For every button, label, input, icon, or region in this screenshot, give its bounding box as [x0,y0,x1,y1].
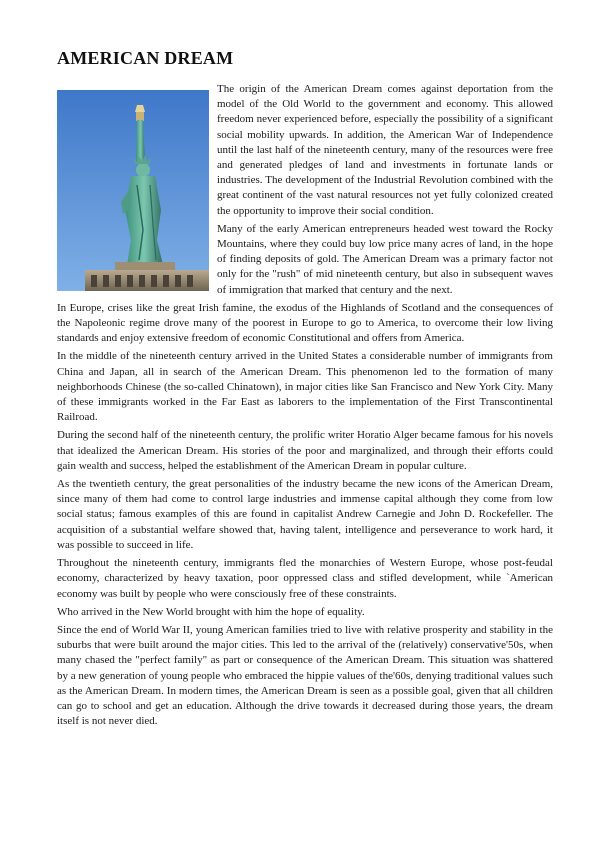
paragraph: Throughout the nineteenth century, immigrants fled the monarchies of Western Europe, whose post-feudal economy, characterized by heavy taxation, poor oppressed class and stifled development, while `American economy was built by people who were consciously free of these constraints. [57,557,553,600]
article-body [57,82,553,732]
paragraph: During the second half of the nineteenth century, the prolific writer Horatio Alger became famous for his novels that idealized the American Dream. His stories of the poor and marginalized, and through their efforts could gain wealth and success, helped the establishment of the American Dream in popular culture. [57,429,553,472]
statue-of-liberty-photo [57,90,209,291]
paragraph: The origin of the American Dream comes against deportation from the model of the Old World to the government and economy. This allowed freedom never experienced before, especially the possibility of a significant social mobility upwards. In addition, the American War of Independence until the last half of the nineteenth century, many of the resources were free and generated pledges of land and investments in fortunate lands or industries. The development of the Industrial Revolution combined with the great continent of the vast natural resources not yet fully colonized created the opportunity to improve their social condition. [217,83,553,217]
page-title: AMERICAN DREAM [57,48,234,68]
paragraph: Who arrived in the New World brought with him the hope of equality. [57,605,365,618]
paragraph: In the middle of the nineteenth century arrived in the United States a considerable number of immigrants from China and Japan, all in search of the American Dream. This phenomenon led to the formation of many neighborhoods Chinese (the so-called Chinatown), in major cities like San Francisco and New York City. Many of these immigrants worked in the Far East as laborers to the implementation of the First Transcontinental Railroad. [57,350,553,424]
paragraph: As the twentieth century, the great personalities of the industry became the new icons of the American Dream, since many of them had come to control large industries and immense capital although they come from low social status; famous examples of this are found in capitalist Andrew Carnegie and John D. Rockefeller. The acquisition of a substantial welfare showed that, having talent, intelligence and perseverance to work hard, it was possible to succeed in life. [57,478,553,551]
paragraph: Many of the early American entrepreneurs headed west toward the Rocky Mountains, where they could buy low price many acres of land, in the hope of finding deposits of gold. The American Dream was a primary factor not only for the "rush" of mid nineteenth century, but also in subsequent waves of immigration that marked that century and the next. [217,222,553,296]
paragraph: Since the end of World War II, young American families tried to live with relative prosperity and stability in the suburbs that were built around the major cities. This led to the arrival of the (relatively) conservative'50s, when many chased the "perfect family" as part or consequence of the American Dream. This situation was shattered by a new generation of young people who embraced the hippie values of the'60s, denying traditional values such as the American Dream. In modern times, the American Dream is seen as a possible goal, given that all children can go to school and get an education. Although the drive towards it decreased during those years, the dream itself is not never died. [57,623,553,728]
paragraph: In Europe, crises like the great Irish famine, the exodus of the Highlands of Scotland and the consequences of the Napoleonic regime drove many of the poorest in Europe to go to America, to overcome their low living standards and enjoy extensive freedom of economic Constitutional and offers from America. [57,301,553,345]
